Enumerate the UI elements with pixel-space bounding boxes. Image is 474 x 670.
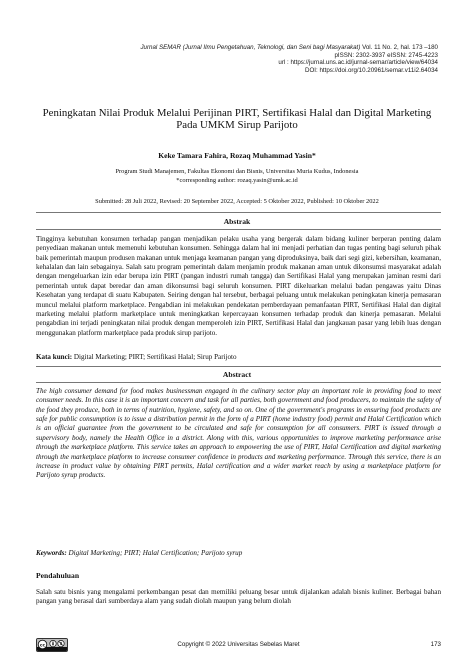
submission-dates: Submitted: 28 Juli 2022, Revised: 20 September 2022, Accepted: 5 Oktober 2022, Published: 10 Oktober 2022 <box>95 198 379 205</box>
abstrak-text: Tingginya kebutuhan konsumen terhadap pangan menjadikan pelaku usaha yang bergerak dalam bidang kuliner berperan penting dalam penyediaan makanan untuk memenuhi kebutuhan konsumen. Sehingga dalam hal ini menjadi perhatian dan tugas penting bagi seluruh pihak baik pemerintah maupun produsen makanan untuk menjaga keamanan pangan yang diproduksinya, baik dari segi gizi, kebersihan, keamanan, kehalalan dan lain sebagainya. Salah satu program pemerintah dalam menjamin produk makanan aman untuk dikonsumsi masyarakat adalah dengan mengeluarkan izin edar berupa izin PIRT (pangan industri rumah tangga) dan Sertifikasi Halal yang merupakan jaminan resmi dari pemerintah untuk dapat beredar dan aman dikonsumsi bagi seluruh konsumen. PIRT dikeluarkan melalui badan pengawas yaitu Dinas Kesehatan yang terdapat di suatu Kabupaten. Seiring dengan hal tersebut, berbagai peluang untuk melakukan peningkatan kinerja pemasaran muncul melalui platform marketplace. Pengabdian ini melakukan pendekatan pemberdayaan pemanfaatan PIRT, Sertifikasi Halal dan digital marketing melalui platform marketplace untuk meningkatkan kepercayaan konsumen terhadap produk dan kinerja pemasaran. Melalui pengabdian ini terjadi peningkatan nilai produk dengan memperoleh izin PIRT, Sertifikasi Halal dan jangkauan pasar yang lebih luas dengan menggunakan platform marketplace pada produk sirup parijoto. <box>36 235 441 337</box>
keywords-value: Digital Marketing; PIRT; Halal Certification; Parijoto syrup <box>68 549 243 557</box>
keywords-label: Keywords: <box>36 549 67 557</box>
divider <box>36 212 441 213</box>
kata-kunci-value: Digital Marketing; PIRT; Sertifikasi Halal; Sirup Parijoto <box>73 353 237 361</box>
page-footer <box>36 638 441 652</box>
kata-kunci-label: Kata kunci: <box>36 353 73 361</box>
journal-header <box>140 44 438 75</box>
article-url[interactable]: url : https://jurnal.uns.ac.id/jurnal-semar/article/view/64034 <box>278 59 438 67</box>
paper-title: Peningkatan Nilai Produk Melalui Perijinan PIRT, Sertifikasi Halal dan Digital Marketing Pada UMKM Sirup Parijoto <box>42 107 432 132</box>
journal-issn: pISSN: 2302-3937 eISSN: 2745-4223 <box>334 51 438 59</box>
journal-volume: Vol. 11 No. 2, hal. 173 –180 <box>362 44 438 51</box>
page-number: 173 <box>430 641 441 648</box>
divider <box>36 366 441 367</box>
paper-authors: Keke Tamara Fahira, Rozaq Muhammad Yasin* <box>158 151 316 160</box>
corresponding-author: *corresponding author: rozaq.yasin@umk.ac.id <box>176 176 298 184</box>
kata-kunci <box>36 353 441 361</box>
intro-text: Salah satu bisnis yang mengalami perkembangan pesat dan memiliki peluang besar untuk dijalankan adalah bisnis kuliner. Berbagai bahan pangan yang berasal dari sumberdaya alam yang sudah diolah maupun yang belum diolah <box>36 588 441 606</box>
divider <box>36 382 441 383</box>
journal-name: Jurnal SEMAR (Jurnal Ilmu Pengetahuan, Teknologi, dan Seni bagi Masyarakat) <box>140 44 361 51</box>
article-doi[interactable]: DOI: https://doi.org/10.20961/semar.v11i2.64034 <box>305 67 438 75</box>
affiliation: Program Studi Manajemen, Fakultas Ekonomi dan Bisnis, Universitas Muria Kudus, Indonesia <box>115 168 359 175</box>
author-affiliation-block <box>36 168 438 185</box>
divider <box>36 229 441 230</box>
svg-text:cc: cc <box>39 643 46 649</box>
abstract-heading: Abstract <box>222 370 252 379</box>
abstrak-heading: Abstrak <box>223 217 251 226</box>
abstract-text: The high consumer demand for food makes businessman engaged in the culinary sector play an important role in providing food to meet consumer needs. In this case it is an important concern and task for all parties, both government and food producers, to maintain the safety of the food they produce, both in terms of nutrition, hygiene, safety, and so on. One of the government's programs in ensuring food products are safe for public consumption is to issue a distribution permit in the form of a PIRT (home industry food) permit and Halal Certification which is an official guarantee from the government to be circulated and safe for consumption for all consumers. PIRT is issued through a supervisory body, namely the Health Office in a district. Along with this, various opportunities to improve marketing performance arise through the marketplace platform. This service takes an approach to empowering the use of PIRT, Halal Certification and digital marketing through the marketplace platform to increase consumer confidence in products and marketing performance. Through this service, there is an increase in product value by obtaining PIRT permits, Halal certification and a wider market reach by using a marketplace platform for Parijoto syrup products. <box>36 387 441 480</box>
keywords <box>36 549 441 557</box>
copyright-notice: Copyright © 2022 Universitas Sebelas Maret <box>177 641 300 648</box>
section-heading-pendahuluan: Pendahuluan <box>36 571 80 580</box>
